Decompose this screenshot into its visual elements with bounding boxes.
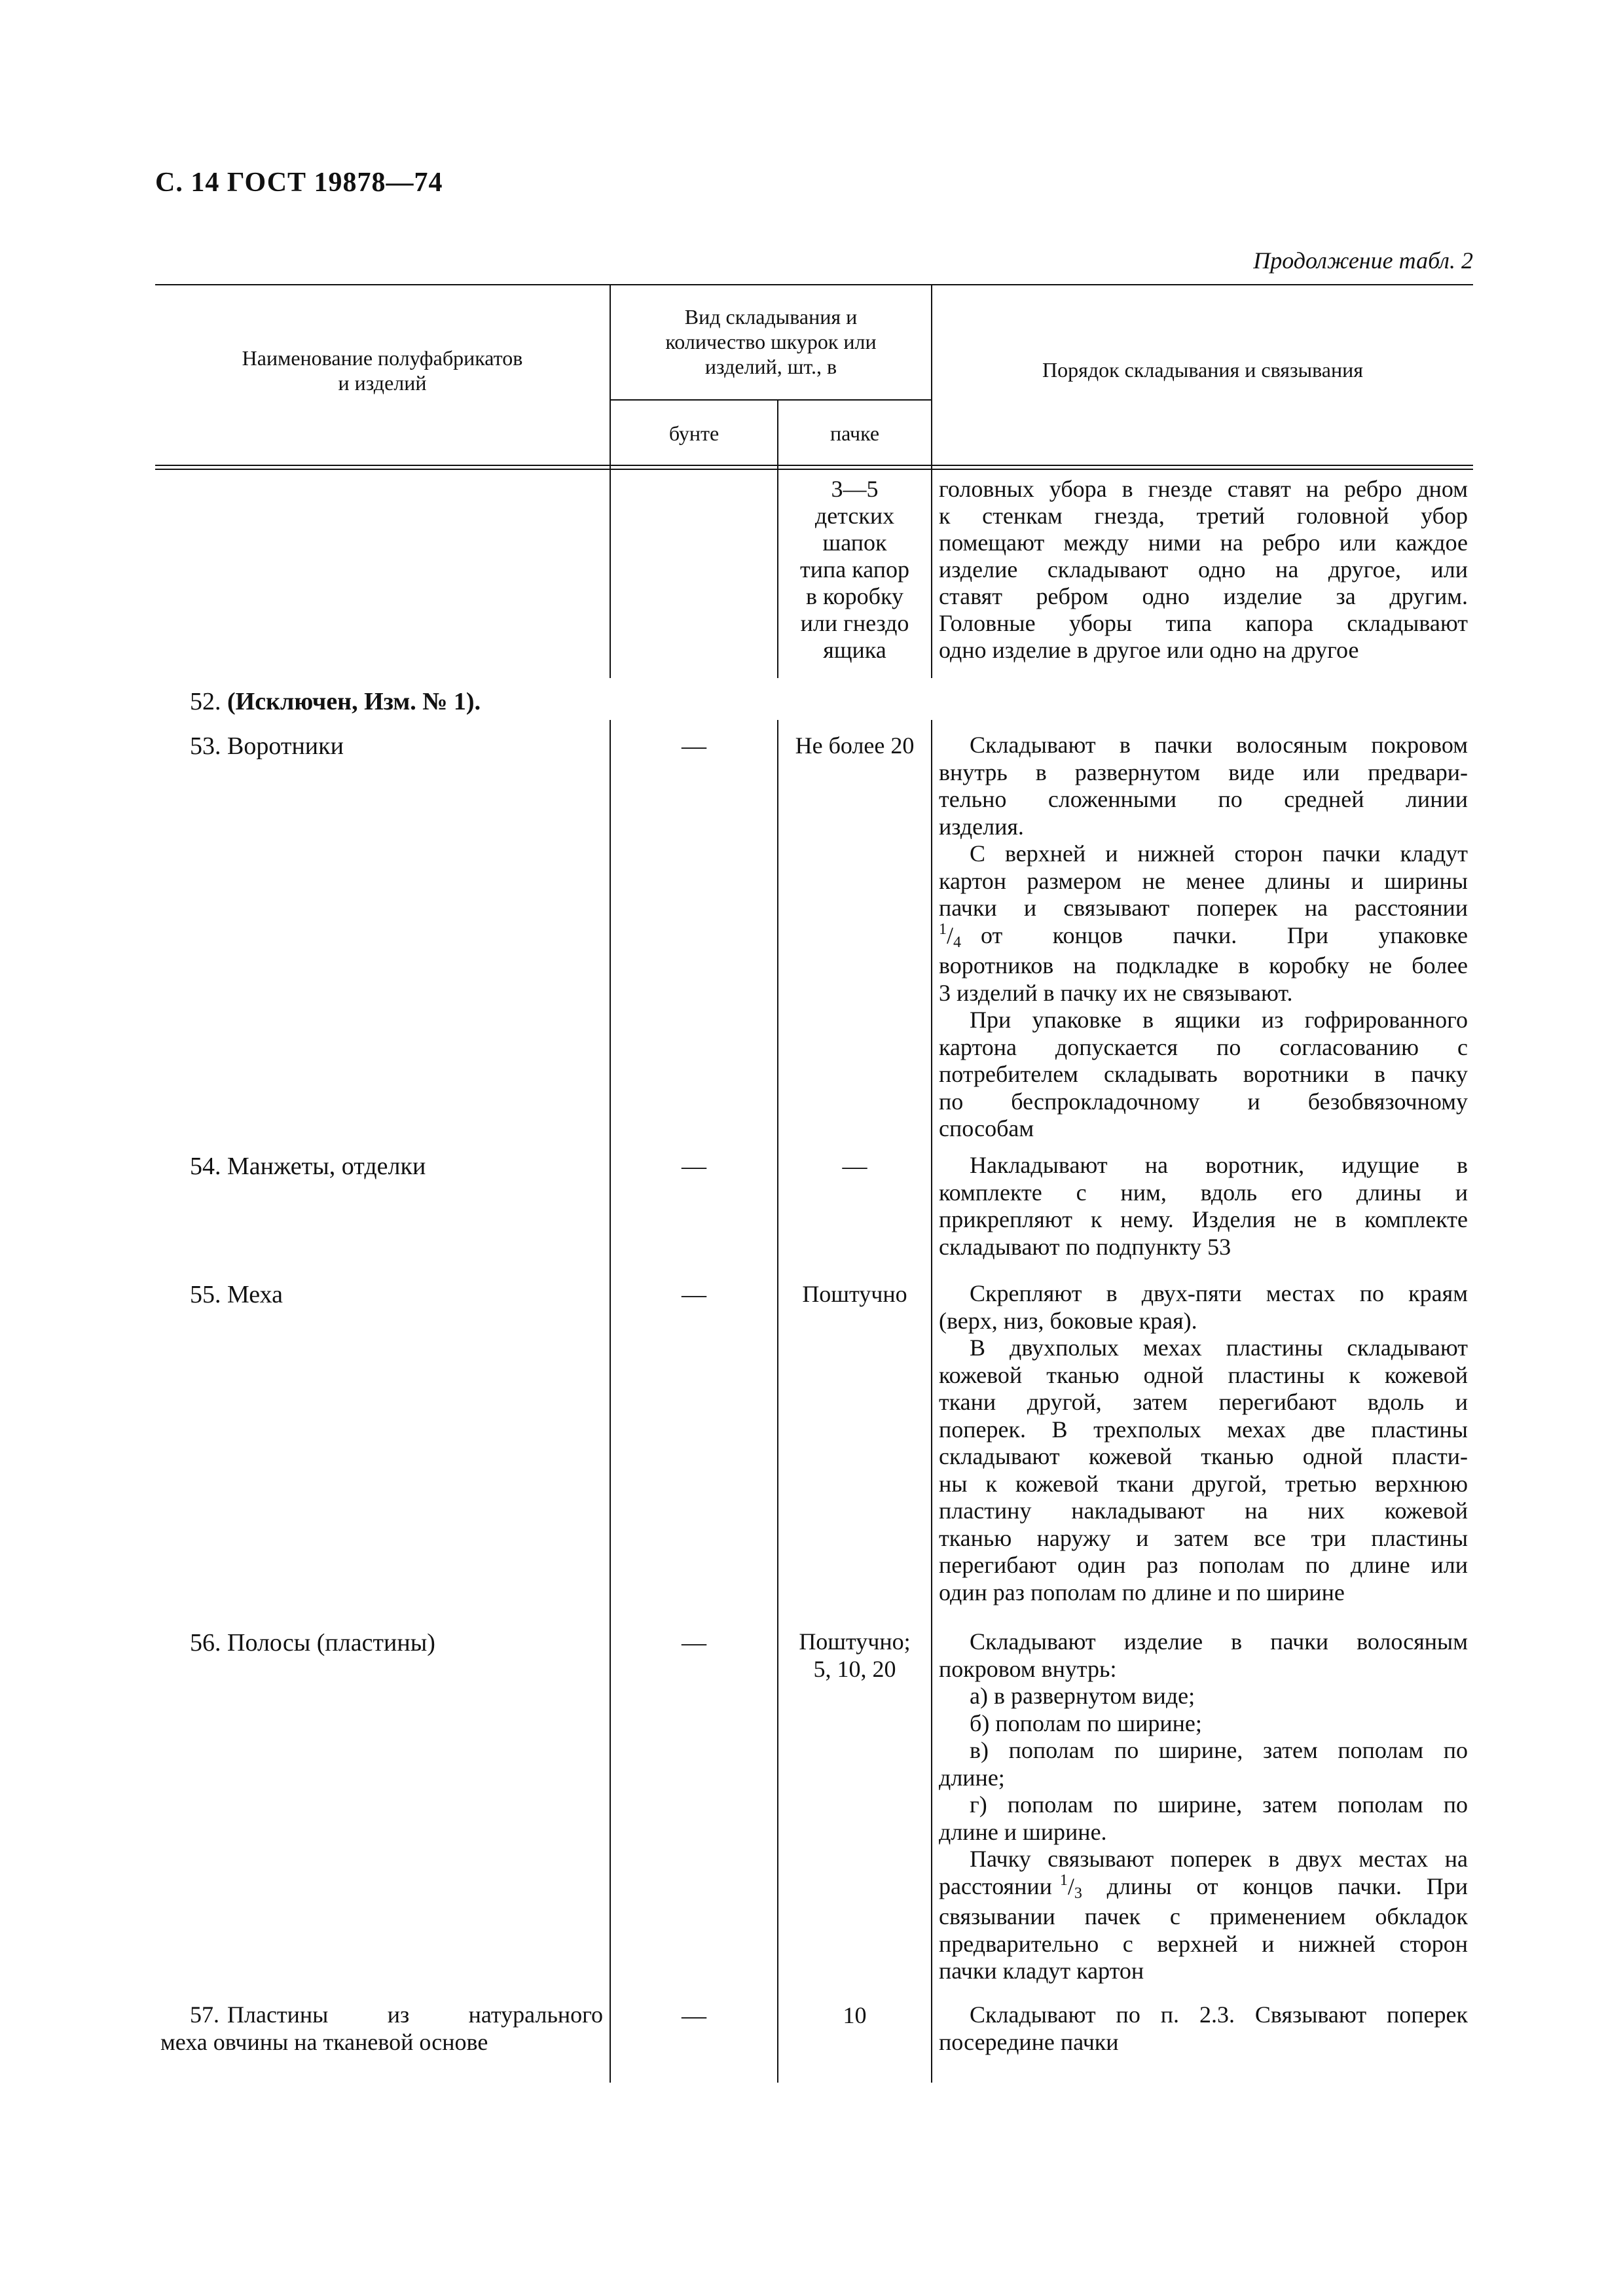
cell-name: 57. Пластины из натурального меха овчины на тканевой основе (160, 2001, 603, 2055)
cell-pack: Не более 20 (795, 732, 915, 759)
list-item: б) пополам по ширине; (970, 1710, 1202, 1736)
cell-name: 53. Воротники (190, 732, 344, 760)
cell-procedure: Складывают по п. 2.3. Связывают поперек посередине пачки (939, 2001, 1468, 2055)
cell-name: 56. Полосы (пластины) (190, 1629, 435, 1657)
table-continuation-note: Продолжение табл. 2 (1253, 247, 1473, 274)
cell-name: 55. Меха (190, 1281, 283, 1308)
cell-pack: Поштучно (802, 1281, 907, 1307)
cell-procedure: головных убора в гнезде ставят на ребро дном к стенкам гнезда, третий головной убор помещают между ними на ребро или каждое изделие складывают одно на другое, или ставят ребром одно изделие за другим. Головные уборы типа капора складывают одно изделие в другое или одно на другое (939, 476, 1468, 663)
table-row-52 (190, 687, 481, 716)
table-header-rule-2 (155, 469, 1473, 470)
cell-bunt: — (682, 1153, 706, 1180)
body-divider-1a (610, 469, 611, 678)
header-procedure: Порядок складывания и связывания (1042, 358, 1363, 382)
header-kind: Вид складывания и количество шкурок или изделий, шт., в (665, 305, 877, 378)
header-name: Наименование полуфабрикатов и изделий (242, 346, 523, 395)
cell-bunt: — (682, 1281, 706, 1308)
header-pack: пачке (830, 422, 880, 445)
cell-pack: Поштучно; 5, 10, 20 (799, 1628, 911, 1682)
table-subheader-rule (610, 399, 931, 401)
list-item: а) в развернутом виде; (970, 1683, 1195, 1709)
header-bunt: бунте (668, 422, 720, 445)
body-divider-2b (777, 720, 778, 2083)
cell-pack: 10 (843, 2002, 867, 2028)
row-number: 52. (190, 688, 221, 715)
list-item: г) пополам по ширине, затем пополам по (970, 1791, 1468, 1818)
cell-procedure: Накладывают на воротник, идущие в комплекте с ним, вдоль его длины и прикрепляют к нему. Изделия не в комплекте складывают по подпункту 53 (939, 1152, 1468, 1260)
cell-pack: — (842, 1153, 867, 1180)
cell-procedure: Складывают в пачки волосяным покровом внутрь в развернутом виде или предвари- тельно сложенными по средней линии изделия. С верхней и нижней сторон пачки кладут картон размером не менее длины и ширины пачки и связывают поперек на расстоянии $^1$/4 от концов пачки. При упаковке воротников на подкладке в коробку не более 3 изделий в пачку их не связывают. При упаковке в ящики из гофрированного картона допускается по согласованию с потребителем складывать воротники в пачку по беспрокладочному и безобвязочному способам (939, 732, 1468, 1141)
cell-procedure: Скрепляют в двух-пяти местах по краям (верх, низ, боковые края). В двухполых мехах пластины складывают кожевой тканью одной пластины к кожевой ткани другой, затем перегибают вдоль и поперек. В трехполых мехах две пластины складывают кожевой тканью одной пласти- ны к кожевой ткани другой, третью верхнюю пластину накладывают на них кожевой тканью наружу и затем все три пластины перегибают один раз пополам по длине или один раз пополам по длине и по ширине (939, 1280, 1468, 1605)
cell-procedure: Складывают изделие в пачки волосяным покровом внутрь: а) в развернутом виде; б) пополам по ширине; в) пополам по ширине, затем пополам по длине; г) пополам по ширине, затем пополам по длине и ширине. Пачку связывают поперек в двух местах на расстоянии $^1$/3 длины от концов пачки. При связывании пачек с применением обкладок предварительно с верхней и нижней сторон пачки кладут картон (939, 1628, 1468, 1984)
cell-name: 54. Манжеты, отделки (190, 1153, 426, 1180)
cell-bunt: — (682, 732, 706, 760)
page-header: С. 14 ГОСТ 19878—74 (155, 168, 443, 198)
cell-bunt: — (682, 2002, 706, 2030)
table-top-rule (155, 284, 1473, 285)
body-divider-3b (931, 720, 932, 2083)
row-text: (Исключен, Изм. № 1). (227, 688, 481, 715)
cell-bunt: — (682, 1629, 706, 1657)
body-divider-3a (931, 469, 932, 678)
cell-pack: 3—5 детских шапок типа капор в коробку или гнездо ящика (800, 476, 909, 663)
body-divider-1b (610, 720, 611, 2083)
table-header-rule-1 (155, 465, 1473, 466)
list-item: в) пополам по ширине, затем пополам по (970, 1737, 1468, 1763)
